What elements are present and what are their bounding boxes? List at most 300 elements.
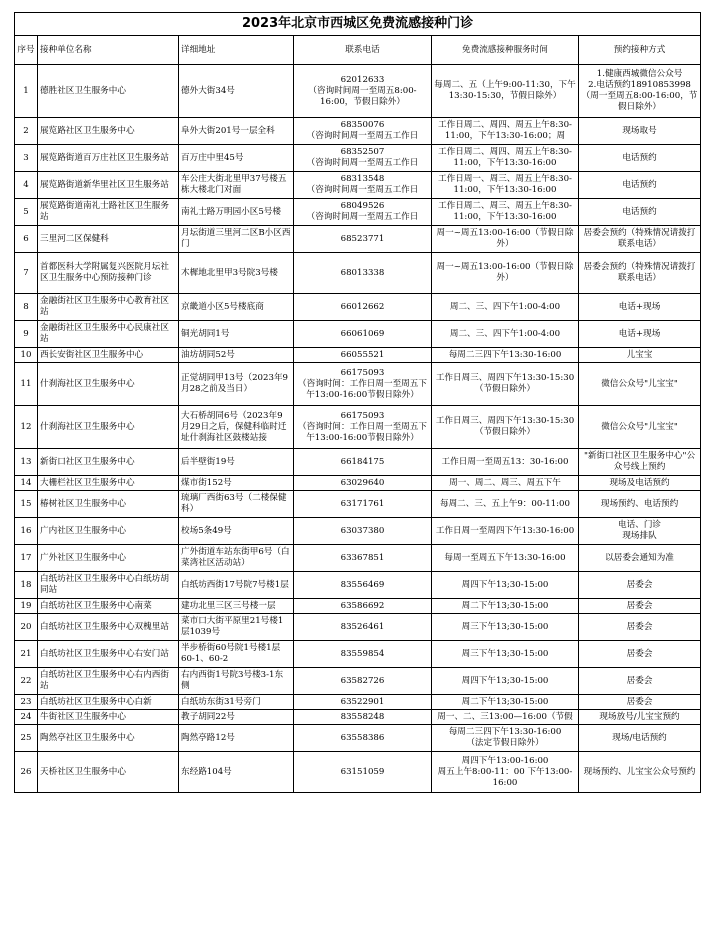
booking-method-cell	[579, 668, 701, 695]
unit-name: 展览路社区卫生服务中心	[40, 125, 135, 136]
unit-name-cell	[38, 491, 179, 518]
row-number-cell	[15, 599, 38, 614]
booking-method-cell	[579, 599, 701, 614]
row-number-cell	[15, 449, 38, 476]
row-number: 5	[23, 206, 29, 217]
service-time: 周四下午13;30-15:00	[461, 675, 549, 686]
booking-method: 以居委会通知为准	[605, 552, 674, 563]
row-number-cell	[15, 725, 38, 752]
service-time: 周四下午13:00-16:00 周五上午8:00-11：00 下午13:00-16:00	[437, 755, 573, 788]
booking-method-cell	[579, 695, 701, 710]
unit-name-cell	[38, 199, 179, 226]
table-header-row	[15, 36, 701, 65]
service-time: 周二、三、四下午1:00-4:00	[449, 301, 561, 312]
address: 百万庄中里45号	[181, 152, 244, 163]
booking-method-cell	[579, 545, 701, 572]
booking-method: 现场放号/儿宝宝预约	[599, 711, 680, 722]
booking-method: 居委会	[626, 579, 653, 590]
row-number-cell	[15, 363, 38, 406]
unit-name: 白纸坊社区卫生服务中心白纸坊胡同站	[40, 574, 169, 595]
table-row	[15, 599, 701, 614]
phone: 63558386	[340, 732, 385, 743]
address: 月坛街道三里河二区B小区西门	[181, 228, 291, 249]
row-number-cell	[15, 199, 38, 226]
unit-name-cell	[38, 253, 179, 294]
address-cell	[179, 725, 294, 752]
unit-name-cell	[38, 172, 179, 199]
row-number-cell	[15, 572, 38, 599]
unit-name: 白纸坊社区卫生服务中心南菜	[40, 600, 152, 611]
row-number: 12	[20, 421, 32, 432]
service-time-cell	[432, 572, 579, 599]
phone-cell	[294, 725, 432, 752]
phone: 68350076 （咨询时间周一至周五工作日	[306, 120, 419, 141]
service-time-cell	[432, 226, 579, 253]
address-cell	[179, 348, 294, 363]
row-number: 8	[23, 301, 29, 312]
address: 校场5条49号	[181, 525, 232, 536]
service-time: 每周二三四下午13:30-16:00 （法定节假日除外）	[448, 727, 562, 748]
service-time-cell	[432, 599, 579, 614]
table-row	[15, 65, 701, 118]
table-row	[15, 406, 701, 449]
row-number: 4	[23, 179, 29, 190]
row-number: 13	[20, 456, 32, 467]
row-number: 2	[23, 125, 29, 136]
row-number-cell	[15, 321, 38, 348]
booking-method: 电话+现场	[618, 328, 661, 339]
address-cell	[179, 449, 294, 476]
service-time-cell	[432, 449, 579, 476]
unit-name: 天桥社区卫生服务中心	[40, 766, 126, 777]
service-time: 周二下午13;30-15:00	[461, 600, 549, 611]
unit-name: 新街口社区卫生服务中心	[40, 456, 135, 467]
booking-method-cell	[579, 348, 701, 363]
address: 菜市口大街平原里21号楼1层1039号	[181, 616, 284, 637]
booking-method: 电话预约	[622, 206, 657, 217]
row-number-cell	[15, 226, 38, 253]
address: 木樨地北里甲3号院3号楼	[181, 267, 278, 278]
booking-method: 居委会预约（特殊情况请拨打联系电话）	[583, 228, 696, 249]
table-row	[15, 363, 701, 406]
service-time-cell	[432, 668, 579, 695]
unit-name: 大栅栏社区卫生服务中心	[40, 477, 135, 488]
address-cell	[179, 226, 294, 253]
phone: 63582726	[340, 675, 385, 686]
address-cell	[179, 710, 294, 725]
row-number: 17	[20, 552, 32, 563]
booking-method-cell	[579, 406, 701, 449]
service-time: 工作日周一至周五13：30-16:00	[441, 456, 569, 467]
address-cell	[179, 199, 294, 226]
table-row	[15, 725, 701, 752]
row-number: 10	[20, 349, 32, 360]
row-number-cell	[15, 518, 38, 545]
unit-name: 金融街社区卫生服务中心教育社区站	[40, 296, 169, 317]
booking-method: 居委会	[626, 621, 653, 632]
phone: 68049526 （咨询时间周一至周五工作日	[306, 201, 419, 222]
address-cell	[179, 172, 294, 199]
row-number-cell	[15, 752, 38, 793]
phone-cell	[294, 145, 432, 172]
row-number-cell	[15, 641, 38, 668]
booking-method-cell	[579, 199, 701, 226]
unit-name-cell	[38, 348, 179, 363]
address-cell	[179, 476, 294, 491]
unit-name-cell	[38, 710, 179, 725]
booking-method-cell	[579, 752, 701, 793]
table-row	[15, 668, 701, 695]
address-cell	[179, 491, 294, 518]
address-cell	[179, 695, 294, 710]
table-row	[15, 145, 701, 172]
booking-method: 现场及电话预约	[609, 477, 670, 488]
unit-name: 首都医科大学附属复兴医院月坛社区卫生服务中心预防接种门诊	[40, 262, 169, 283]
phone: 63029640	[340, 477, 385, 488]
service-time-cell	[432, 253, 579, 294]
service-time: 周二下午13;30-15:00	[461, 696, 549, 707]
unit-name-cell	[38, 226, 179, 253]
booking-method-cell	[579, 572, 701, 599]
table-row	[15, 348, 701, 363]
address: 油坊胡同52号	[181, 349, 235, 360]
service-time-cell	[432, 725, 579, 752]
unit-name: 展览路街道南礼士路社区卫生服务站	[40, 201, 169, 222]
row-number-cell	[15, 145, 38, 172]
booking-method: 居委会	[626, 600, 653, 611]
unit-name: 广外社区卫生服务中心	[40, 552, 126, 563]
row-number: 22	[20, 675, 32, 686]
phone-cell	[294, 572, 432, 599]
phone: 62012633 （咨询时间周一至周五8:00-16:00，节假日除外）	[308, 74, 417, 107]
service-time-cell	[432, 614, 579, 641]
address-cell	[179, 406, 294, 449]
service-time-cell	[432, 491, 579, 518]
table-row	[15, 321, 701, 348]
service-time: 工作日周三、周四下午13:30-15:30（节假日除外）	[435, 416, 575, 437]
booking-method-cell	[579, 491, 701, 518]
unit-name-cell	[38, 752, 179, 793]
address-cell	[179, 253, 294, 294]
booking-method: 电话+现场	[618, 301, 661, 312]
phone: 63586692	[340, 600, 385, 611]
booking-method-cell	[579, 321, 701, 348]
booking-method: 居委会预约（特殊情况请拨打联系电话）	[583, 262, 696, 283]
table-row	[15, 449, 701, 476]
phone-cell	[294, 491, 432, 518]
phone: 63037380	[340, 525, 385, 536]
address: 东经路104号	[181, 766, 232, 777]
unit-name: 白纸坊社区卫生服务中心右内西街站	[40, 670, 169, 691]
service-time-cell	[432, 145, 579, 172]
vaccination-clinic-table	[14, 12, 701, 793]
service-time: 工作日周二、周三、周五上午8:30-11:00，下午13:30-16:00	[438, 201, 572, 222]
phone-cell	[294, 476, 432, 491]
phone: 83559854	[340, 648, 385, 659]
service-time-cell	[432, 518, 579, 545]
service-time: 周一、周二、周三、周五下午	[449, 477, 561, 488]
service-time: 周四下午13;30-15:00	[461, 579, 549, 590]
row-number-cell	[15, 118, 38, 145]
row-number: 15	[20, 498, 32, 509]
table-row	[15, 614, 701, 641]
booking-method: 微信公众号"儿宝宝"	[601, 421, 678, 432]
unit-name-cell	[38, 725, 179, 752]
booking-method: "新街口社区卫生服务中心"公众号线上预约	[584, 451, 696, 472]
phone-cell	[294, 641, 432, 668]
phone: 66012662	[340, 301, 385, 312]
booking-method: 电话、门诊 现场排队	[618, 520, 662, 541]
row-number-cell	[15, 406, 38, 449]
phone-cell	[294, 518, 432, 545]
address: 琉璃厂西街63号（二楼保健科）	[181, 493, 287, 514]
row-number-cell	[15, 476, 38, 491]
row-number-cell	[15, 710, 38, 725]
row-number: 7	[23, 267, 29, 278]
header-phone: 联系电话	[294, 36, 432, 65]
booking-method: 居委会	[626, 648, 653, 659]
table-row	[15, 199, 701, 226]
service-time: 每周二、三、五上午9：00-11:00	[439, 498, 570, 509]
phone: 68313548 （咨询时间周一至周五工作日	[306, 174, 419, 195]
address-cell	[179, 363, 294, 406]
phone: 66061069	[340, 328, 385, 339]
phone-cell	[294, 752, 432, 793]
service-time: 周一~周五13:00-16:00（节假日除外）	[436, 262, 574, 283]
table-row	[15, 294, 701, 321]
service-time: 周三下午13;30-15:00	[461, 648, 549, 659]
service-time-cell	[432, 710, 579, 725]
unit-name-cell	[38, 668, 179, 695]
phone: 63171761	[340, 498, 385, 509]
unit-name-cell	[38, 695, 179, 710]
phone-cell	[294, 348, 432, 363]
booking-method-cell	[579, 294, 701, 321]
address: 教子胡同22号	[181, 711, 235, 722]
unit-name-cell	[38, 406, 179, 449]
unit-name-cell	[38, 65, 179, 118]
table-row	[15, 172, 701, 199]
row-number-cell	[15, 172, 38, 199]
phone: 83558248	[340, 711, 385, 722]
service-time: 工作日周二、周四、周五上午8:30-11:00，下午13:30-16:00	[438, 147, 572, 168]
address: 铜光胡同1号	[181, 328, 230, 339]
booking-method-cell	[579, 641, 701, 668]
address-cell	[179, 545, 294, 572]
service-time: 每周一至周五下午13:30-16:00	[444, 552, 566, 563]
row-number: 18	[20, 579, 32, 590]
unit-name-cell	[38, 449, 179, 476]
service-time-cell	[432, 65, 579, 118]
row-number: 25	[20, 732, 32, 743]
booking-method: 电话预约	[622, 179, 657, 190]
row-number: 16	[20, 525, 32, 536]
service-time: 周二、三、四下午1:00-4:00	[449, 328, 561, 339]
unit-name: 展览路街道新华里社区卫生服务站	[40, 179, 169, 190]
phone-cell	[294, 226, 432, 253]
booking-method: 儿宝宝	[626, 349, 653, 360]
row-number-cell	[15, 253, 38, 294]
booking-method-cell	[579, 65, 701, 118]
address: 后半壁街19号	[181, 456, 235, 467]
address: 南礼士路万明园小区5号楼	[181, 206, 281, 217]
unit-name-cell	[38, 614, 179, 641]
row-number-cell	[15, 545, 38, 572]
service-time: 周三下午13;30-15:00	[461, 621, 549, 632]
address: 京畿道小区5号楼底商	[181, 301, 264, 312]
table-row	[15, 641, 701, 668]
unit-name: 牛街社区卫生服务中心	[40, 711, 126, 722]
booking-method: 现场取号	[622, 125, 657, 136]
booking-method-cell	[579, 614, 701, 641]
unit-name-cell	[38, 363, 179, 406]
unit-name: 西长安街社区卫生服务中心	[40, 349, 144, 360]
booking-method: 微信公众号"儿宝宝"	[601, 378, 678, 389]
page-title: 2023年北京市西城区免费流感接种门诊	[15, 13, 701, 36]
booking-method-cell	[579, 172, 701, 199]
header-unit: 接种单位名称	[38, 36, 179, 65]
unit-name-cell	[38, 545, 179, 572]
unit-name-cell	[38, 321, 179, 348]
phone: 66184175	[340, 456, 385, 467]
service-time-cell	[432, 752, 579, 793]
phone-cell	[294, 710, 432, 725]
phone-cell	[294, 172, 432, 199]
unit-name: 白纸坊社区卫生服务中心双槐里站	[40, 621, 169, 632]
service-time: 每周二、五（上午9:00-11:30，下午13:30-15:30，节假日除外）	[434, 80, 576, 101]
unit-name: 白纸坊社区卫生服务中心白新	[40, 696, 152, 707]
address-cell	[179, 321, 294, 348]
booking-method-cell	[579, 118, 701, 145]
unit-name-cell	[38, 518, 179, 545]
service-time-cell	[432, 406, 579, 449]
row-number: 14	[20, 477, 32, 488]
header-booking: 预约接种方式	[579, 36, 701, 65]
address: 德外大街34号	[181, 85, 235, 96]
unit-name: 展览路街道百万庄社区卫生服务站	[40, 152, 169, 163]
unit-name: 什刹海社区卫生服务中心	[40, 421, 135, 432]
service-time: 每周二三四下午13:30-16:00	[448, 349, 562, 360]
address-cell	[179, 118, 294, 145]
phone: 66175093 （咨询时间：工作日周一至周五下午13:00-16:00节假日除外）	[298, 410, 427, 443]
row-number: 23	[20, 696, 32, 707]
phone-cell	[294, 449, 432, 476]
table-row	[15, 118, 701, 145]
phone-cell	[294, 294, 432, 321]
address: 广外街道车站东街甲6号（白菜湾社区活动站）	[181, 547, 290, 568]
booking-method: 1.健康西城微信公众号 2.电话预约18910853998 （周一至周五8:00-16:00，节假日除外）	[581, 69, 698, 112]
booking-method-cell	[579, 226, 701, 253]
address: 大石桥胡同6号（2023年9月29日之后，保健科临时迁址什刹海社区鼓楼站接	[181, 410, 287, 443]
unit-name: 什刹海社区卫生服务中心	[40, 378, 135, 389]
phone-cell	[294, 695, 432, 710]
phone-cell	[294, 668, 432, 695]
service-time: 周一、二、三13:00—16:00（节假	[437, 711, 573, 722]
booking-method: 居委会	[626, 696, 653, 707]
unit-name-cell	[38, 599, 179, 614]
row-number-cell	[15, 668, 38, 695]
booking-method-cell	[579, 710, 701, 725]
table-row	[15, 710, 701, 725]
booking-method-cell	[579, 725, 701, 752]
row-number-cell	[15, 695, 38, 710]
table-row	[15, 695, 701, 710]
phone: 63151059	[340, 766, 385, 777]
phone-cell	[294, 363, 432, 406]
table-row	[15, 752, 701, 793]
service-time: 工作日周二、周四、周五上午8:30-11:00，下午13:30-16:00；周	[438, 120, 572, 141]
service-time-cell	[432, 476, 579, 491]
phone: 63522901	[340, 696, 385, 707]
header-no: 序号	[15, 36, 38, 65]
phone: 68523771	[340, 233, 385, 244]
phone-cell	[294, 118, 432, 145]
unit-name: 陶然亭社区卫生服务中心	[40, 732, 135, 743]
phone: 68013338	[340, 267, 385, 278]
unit-name: 白纸坊社区卫生服务中心右安门站	[40, 648, 169, 659]
row-number: 20	[20, 621, 32, 632]
unit-name-cell	[38, 145, 179, 172]
unit-name-cell	[38, 572, 179, 599]
phone: 68352507 （咨询时间周一至周五工作日	[306, 147, 419, 168]
booking-method: 现场/电话预约	[612, 732, 667, 743]
phone-cell	[294, 614, 432, 641]
row-number-cell	[15, 65, 38, 118]
phone-cell	[294, 545, 432, 572]
row-number: 1	[23, 85, 29, 96]
table-row	[15, 476, 701, 491]
service-time-cell	[432, 545, 579, 572]
service-time-cell	[432, 641, 579, 668]
service-time-cell	[432, 294, 579, 321]
address-cell	[179, 294, 294, 321]
address-cell	[179, 65, 294, 118]
row-number: 24	[20, 711, 32, 722]
service-time: 工作日周一至周四下午13:30-16:00	[435, 525, 575, 536]
header-time: 免费流感接种服务时间	[432, 36, 579, 65]
address: 白纸坊东街31号旁门	[181, 696, 261, 707]
address-cell	[179, 641, 294, 668]
row-number-cell	[15, 614, 38, 641]
booking-method: 现场预约、电话预约	[600, 498, 679, 509]
unit-name-cell	[38, 476, 179, 491]
row-number: 21	[20, 648, 32, 659]
table-row	[15, 226, 701, 253]
table-row	[15, 572, 701, 599]
address: 阜外大街201号一层全科	[181, 125, 275, 136]
table-row	[15, 545, 701, 572]
phone-cell	[294, 199, 432, 226]
booking-method-cell	[579, 145, 701, 172]
booking-method-cell	[579, 518, 701, 545]
booking-method: 居委会	[626, 675, 653, 686]
address-cell	[179, 614, 294, 641]
phone-cell	[294, 253, 432, 294]
address-cell	[179, 572, 294, 599]
address: 正觉胡同甲13号（2023年9月28之前及当日）	[181, 373, 289, 394]
row-number: 26	[20, 766, 32, 777]
phone: 66175093 （咨询时间：工作日周一至周五下午13:00-16:00节假日除外）	[298, 367, 427, 400]
unit-name: 德胜社区卫生服务中心	[40, 85, 126, 96]
row-number: 3	[23, 152, 29, 163]
unit-name: 三里河二区保健科	[40, 233, 109, 244]
address: 陶然亭路12号	[181, 732, 235, 743]
address: 半步桥街60号院1号楼1层60-1、60-2	[181, 643, 281, 664]
service-time-cell	[432, 118, 579, 145]
row-number-cell	[15, 348, 38, 363]
phone: 66055521	[340, 349, 385, 360]
address-cell	[179, 518, 294, 545]
